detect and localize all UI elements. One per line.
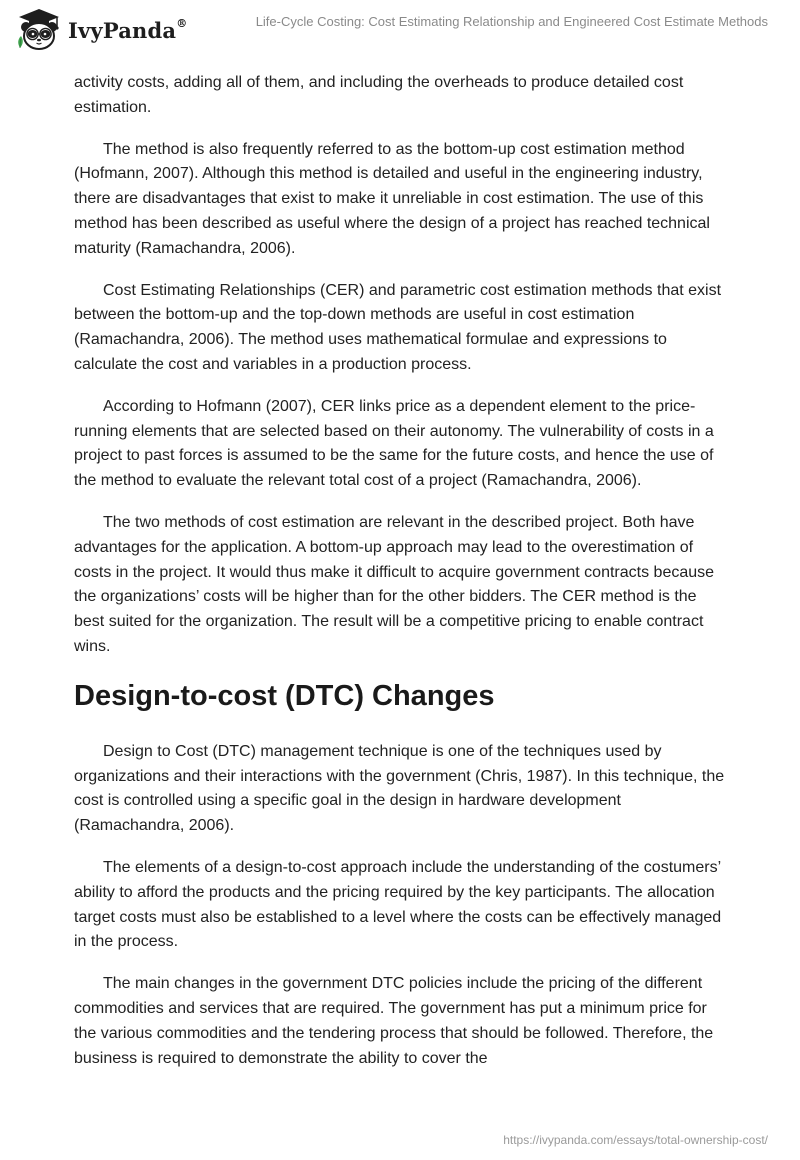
source-url[interactable]: https://ivypanda.com/essays/total-ownership-cost/ (503, 1133, 768, 1147)
page-header (0, 0, 800, 60)
registered-mark: ® (176, 16, 188, 30)
brand-logo[interactable] (14, 8, 187, 52)
paragraph: Design to Cost (DTC) management technique is one of the techniques used by organizations and their interactions with the government (Chris, 1987). In this technique, the cost is controlled using a specific goal in the design in hardware development (Ramachandra, 2006). (74, 742, 725, 835)
panda-logo-icon (14, 8, 64, 52)
paragraph: The main changes in the government DTC policies include the pricing of the different commodities and services that are required. The government has put a minimum price for the various commodities and the tendering process that should be followed. Therefore, the business is required to demonstrate the ability to cover the (74, 975, 714, 1067)
essay-content (74, 71, 726, 1088)
section-heading: Design-to-cost (DTC) Changes (74, 679, 495, 712)
paragraph: activity costs, adding all of them, and including the overheads to produce detailed cost estimation. (74, 74, 684, 116)
paragraph: The two methods of cost estimation are relevant in the described project. Both have advantages for the application. A bottom-up approach may lead to the overestimation of costs in the project. It would thus make it difficult to acquire government contracts because the organizations’ costs will be higher than for the other bidders. The CER method is the best suited for the organization. The result will be a competitive pricing to enable contract wins. (74, 513, 715, 655)
document-title: Life-Cycle Costing: Cost Estimating Relationship and Engineered Cost Estimate Methods (255, 14, 768, 29)
paragraph: Cost Estimating Relationships (CER) and parametric cost estimation methods that exist between the bottom-up and the top-down methods are useful in cost estimation (Ramachandra, 2006). The method uses mathematical formulae and expressions to calculate the cost and variables in a production process. (74, 281, 722, 373)
paragraph: According to Hofmann (2007), CER links price as a dependent element to the price-running elements that are selected based on their autonomy. The vulnerability of costs in a project to past forces is assumed to be the same for the future costs, and hence the use of the method to evaluate the relevant total cost of a project (Ramachandra, 2006). (74, 397, 714, 490)
paragraph: The method is also frequently referred to as the bottom-up cost estimation method (Hofmann, 2007). Although this method is detailed and useful in the engineering industry, there are disadvantages that exist to make it unreliable in cost estimation. The use of this method has been described as useful where the design of a project has reached technical maturity (Ramachandra, 2006). (74, 140, 710, 257)
paragraph: The elements of a design-to-cost approach include the understanding of the costumers’ ability to afford the products and the pricing required by the key participants. The allocation target costs must also be established to a level where the costs can be effectively managed in the process. (74, 858, 722, 951)
brand-name: IvyPanda® (68, 16, 188, 43)
